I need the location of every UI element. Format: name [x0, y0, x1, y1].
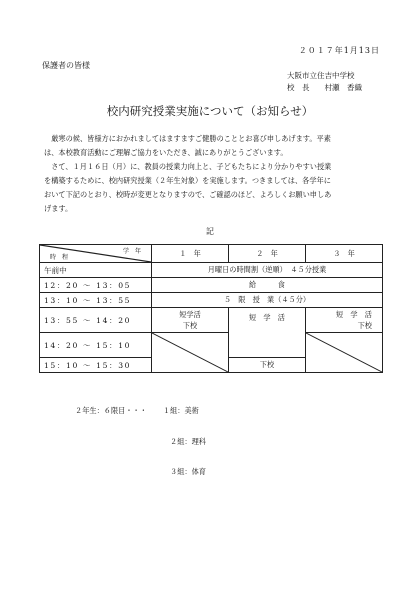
schedule-cell: 給 食 [152, 278, 383, 293]
table-row [40, 308, 383, 333]
principal-name: 校 長 村瀬 香織 [287, 83, 362, 92]
grade-header: ２ 年 [229, 245, 306, 263]
schedule-cell [152, 308, 229, 333]
body-line: おいて下記のとおり、校時が変更となりますので、ご確認のほど、よろしくお願い申しあ [44, 190, 332, 199]
ki-heading: 記 [206, 227, 214, 236]
page-title: 校内研究授業実施について（お知らせ） [106, 104, 314, 118]
schedule-cell: 月曜日の時間割（逆順） ４５分授業 [152, 263, 383, 278]
empty-cell [306, 333, 383, 373]
time-cell: 13：10 ～ 13：55 [40, 293, 152, 308]
table-row [40, 245, 383, 263]
header-corner-cell [40, 245, 152, 263]
time-label: 時 程 [50, 254, 69, 261]
cell-text: 短 学 活 [336, 310, 372, 319]
body-line: さて、１月１６日（月）に、教員の授業力向上と、子どもたちにより分かりやすい授業 [51, 162, 332, 171]
note-line [75, 406, 199, 416]
grade-label: 学 年 [122, 248, 141, 255]
body-text [44, 132, 386, 216]
time-cell: 12：20 ～ 13：05 [40, 278, 152, 293]
note-grade: ２年生：６限目・・・ [75, 406, 147, 415]
time-cell: 午前中 [40, 263, 152, 278]
school-name: 大阪市立住吉中学校 [287, 71, 355, 80]
cell-text: 短学活 [179, 310, 201, 319]
schedule-cell: 下校 [229, 358, 306, 373]
schedule-cell [306, 308, 383, 333]
schedule-cell: ５ 限 授 業（４５分） [152, 293, 383, 308]
note-class: ３組：体育 [170, 467, 206, 476]
table-row [40, 333, 383, 358]
body-line: 厳寒の候、皆様方におかれましてはますますご健勝のこととお喜び申しあげます。平素 [51, 134, 331, 143]
empty-cell [152, 333, 229, 373]
table-row [40, 293, 383, 308]
body-line: は、本校教育活動にご理解ご協力をいただき、誠にありがとうございます。 [44, 148, 288, 157]
diagonal-line [306, 333, 382, 372]
time-cell: 14：20 ～ 15：10 [40, 333, 152, 358]
diagonal-line [152, 333, 228, 372]
cell-text: 下校 [182, 321, 198, 330]
schedule-cell: 短 学 活 [229, 308, 306, 358]
table-row [40, 263, 383, 278]
body-line: げます。 [44, 204, 73, 213]
body-line: を構築するために、校内研究授業（２年生対象）を実施します。つきましては、各学年に [44, 176, 331, 185]
time-cell: 15：10 ～ 15：30 [40, 358, 152, 373]
grade-header: ３ 年 [306, 245, 383, 263]
note-class: ２組：理科 [170, 437, 206, 446]
table-row [40, 278, 383, 293]
cell-text: 下校 [357, 321, 372, 330]
recipient-line: 保護者の皆様 [42, 61, 90, 70]
document-date: ２０１７年1月13日 [298, 46, 380, 55]
grade-header: １ 年 [152, 245, 229, 263]
note-class: １組：美術 [162, 406, 199, 415]
time-cell: 13：55 ～ 14：20 [40, 308, 152, 333]
schedule-table [39, 244, 383, 373]
